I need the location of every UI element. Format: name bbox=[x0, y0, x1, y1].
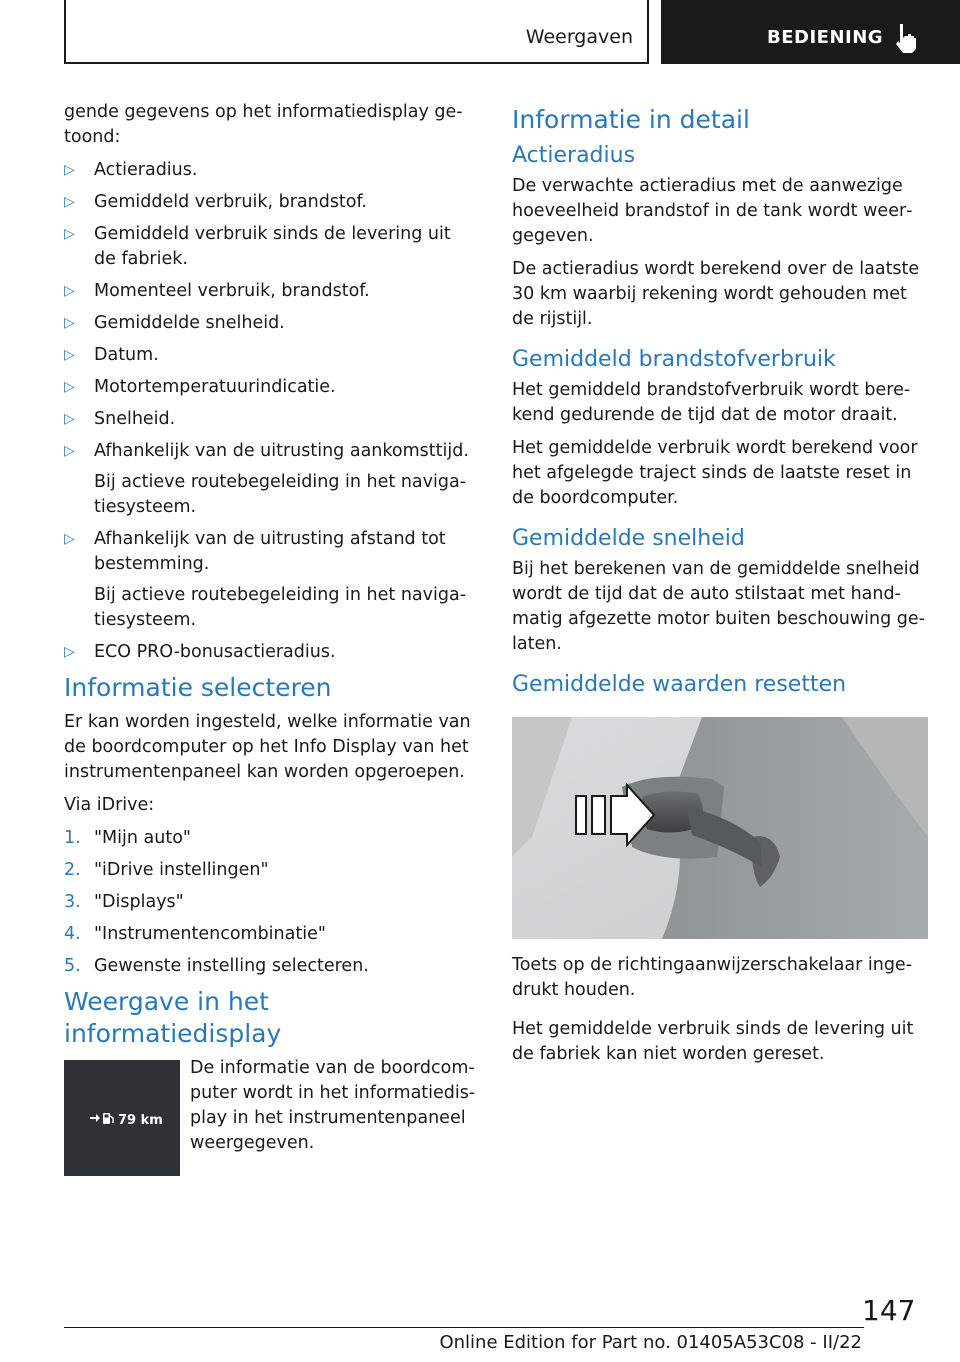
triangle-bullet-icon: ▷ bbox=[64, 283, 75, 299]
triangle-bullet-icon: ▷ bbox=[64, 644, 75, 660]
footer-divider bbox=[64, 1327, 864, 1328]
header-chapter-box bbox=[661, 0, 960, 64]
list-item bbox=[64, 890, 478, 915]
speed-paragraph-1: Bij het berekenen van de gemiddelde snelheid wordt de tijd dat de auto stilstaat met handmatig afgezette motor buiten beschouwing gelaten. bbox=[512, 559, 925, 654]
list-item bbox=[64, 527, 478, 633]
subtitle-range: Actieradius bbox=[512, 143, 636, 168]
list-item bbox=[64, 222, 478, 272]
triangle-bullet-icon: ▷ bbox=[64, 411, 75, 427]
range-paragraph-1: De verwachte actieradius met de aanwezige hoeveelheid brandstof in de tank wordt weergegeven. bbox=[512, 176, 913, 246]
range-paragraph-2: De actieradius wordt berekend over de laatste 30 km waarbij rekening wordt gehouden met de rijstijl. bbox=[512, 259, 920, 329]
list-item-text: Snelheid. bbox=[94, 409, 176, 429]
header-section-title: Weergaven bbox=[525, 26, 633, 48]
list-item-subtext: Bij actieve routebegeleiding in het navigatiesysteem. bbox=[94, 472, 467, 517]
subtitle-reset: Gemiddelde waarden resetten bbox=[512, 672, 847, 697]
list-item bbox=[64, 954, 478, 979]
subtitle-fuel: Gemiddeld brandstofverbruik bbox=[512, 347, 836, 372]
turn-signal-stalk-photo bbox=[512, 717, 928, 939]
fuel-paragraph-2: Het gemiddelde verbruik wordt berekend voor het afgelegde traject sinds de laatste reset in de boordcomputer. bbox=[512, 438, 918, 508]
info-bullet-list bbox=[64, 158, 478, 665]
list-item-text: Datum. bbox=[94, 345, 159, 365]
left-column bbox=[64, 100, 478, 1178]
triangle-bullet-icon: ▷ bbox=[64, 194, 75, 210]
list-item bbox=[64, 190, 478, 215]
triangle-bullet-icon: ▷ bbox=[64, 347, 75, 363]
idrive-step-list bbox=[64, 826, 478, 979]
step-number: 2. bbox=[64, 860, 81, 880]
triangle-bullet-icon: ▷ bbox=[64, 162, 75, 178]
list-item bbox=[64, 922, 478, 947]
fuel-range-icon bbox=[89, 1111, 115, 1125]
list-item-text: Gemiddeld verbruik sinds de levering uit de fabriek. bbox=[94, 224, 451, 269]
list-item-text: Gemiddelde snelheid. bbox=[94, 313, 285, 333]
step-number: 4. bbox=[64, 924, 81, 944]
display-block bbox=[64, 1056, 478, 1178]
section-title-detail: Informatie in detail bbox=[512, 105, 750, 134]
list-item bbox=[64, 375, 478, 400]
list-item bbox=[64, 343, 478, 368]
triangle-bullet-icon: ▷ bbox=[64, 443, 75, 459]
list-item-text: Actieradius. bbox=[94, 160, 198, 180]
list-item bbox=[64, 858, 478, 883]
header-section-box bbox=[64, 0, 649, 64]
list-item bbox=[64, 407, 478, 432]
reset-paragraph-2: Het gemiddelde verbruik sinds de levering uit de fabriek kan niet worden gereset. bbox=[512, 1019, 914, 1064]
triangle-bullet-icon: ▷ bbox=[64, 379, 75, 395]
header-chapter-title: BEDIENING bbox=[767, 27, 884, 48]
step-number: 5. bbox=[64, 956, 81, 976]
intro-text: gende gegevens op het informatiedisplay getoond: bbox=[64, 102, 463, 147]
page-number: 147 bbox=[862, 1294, 916, 1327]
triangle-bullet-icon: ▷ bbox=[64, 531, 75, 547]
pointing-hand-icon bbox=[891, 22, 921, 54]
triangle-bullet-icon: ▷ bbox=[64, 226, 75, 242]
via-text: Via iDrive: bbox=[64, 795, 155, 815]
fuel-paragraph-1: Het gemiddeld brandstofverbruik wordt berekend gedurende de tijd dat de motor draait. bbox=[512, 380, 911, 425]
range-value: 79 km bbox=[118, 1113, 163, 1128]
footer-edition: Online Edition for Part no. 01405A53C08 - II/22 bbox=[439, 1332, 862, 1353]
list-item bbox=[64, 826, 478, 851]
subtitle-speed: Gemiddelde snelheid bbox=[512, 526, 745, 551]
step-text: "iDrive instellingen" bbox=[94, 860, 269, 880]
list-item bbox=[64, 279, 478, 304]
list-item-text: Gemiddeld verbruik, brandstof. bbox=[94, 192, 367, 212]
reset-paragraph-1: Toets op de richtingaanwijzerschakelaar ingedrukt houden. bbox=[512, 955, 913, 1000]
list-item-subtext: Bij actieve routebegeleiding in het navigatiesysteem. bbox=[94, 585, 467, 630]
step-text: Gewenste instelling selecteren. bbox=[94, 956, 369, 976]
info-display-image bbox=[64, 1060, 180, 1176]
section-title-display: Weergave in het informatiedisplay bbox=[64, 987, 282, 1048]
step-text: "Instrumentencombinatie" bbox=[94, 924, 326, 944]
list-item bbox=[64, 439, 478, 520]
triangle-bullet-icon: ▷ bbox=[64, 315, 75, 331]
step-number: 1. bbox=[64, 828, 81, 848]
list-item-text: Motortemperatuurindicatie. bbox=[94, 377, 336, 397]
list-item-text: Momenteel verbruik, brandstof. bbox=[94, 281, 370, 301]
list-item bbox=[64, 311, 478, 336]
section-title-select: Informatie selecteren bbox=[64, 673, 332, 702]
step-number: 3. bbox=[64, 892, 81, 912]
step-text: "Displays" bbox=[94, 892, 184, 912]
list-item-text: Afhankelijk van de uitrusting afstand tot bestemming. bbox=[94, 529, 446, 574]
list-item bbox=[64, 158, 478, 183]
display-text: De informatie van de boordcomputer wordt in het informatiedisplay in het instrumentenpaneel weergegeven. bbox=[190, 1058, 476, 1153]
list-item bbox=[64, 640, 478, 665]
step-text: "Mijn auto" bbox=[94, 828, 191, 848]
right-column bbox=[512, 100, 928, 1075]
select-text: Er kan worden ingesteld, welke informatie van de boordcomputer op het Info Display van het instrumentenpaneel kan worden opgeroepen. bbox=[64, 712, 471, 782]
list-item-text: Afhankelijk van de uitrusting aankomsttijd. bbox=[94, 441, 469, 461]
list-item-text: ECO PRO-bonusactieradius. bbox=[94, 642, 336, 662]
